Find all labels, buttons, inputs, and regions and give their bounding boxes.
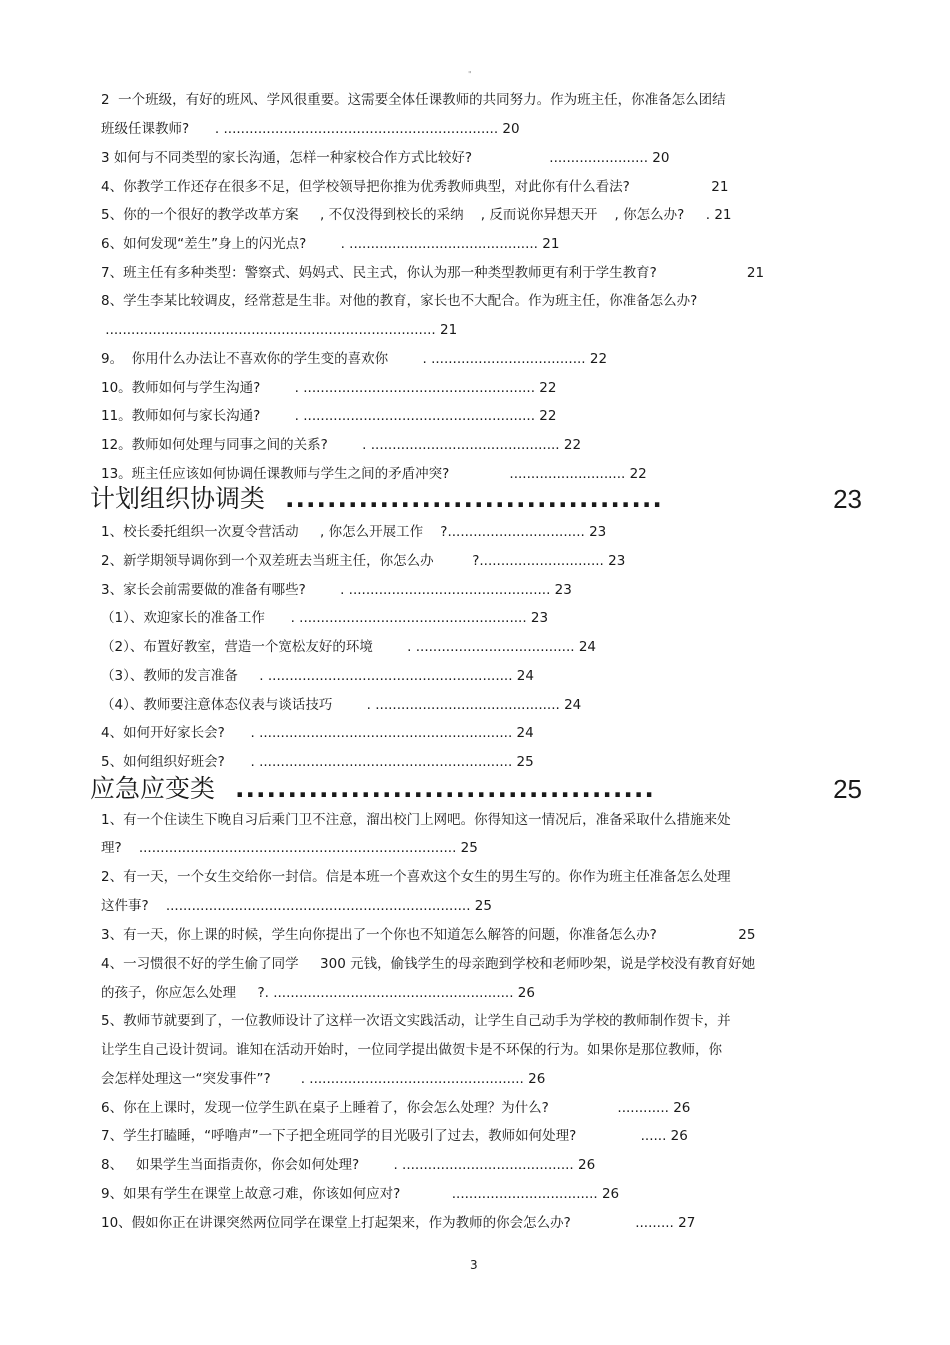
toc-entry: 让学生自己设计贺词。谁知在活动开始时，一位同学提出做贺卡是不环保的行为。如果你是那位教师，你 [101, 1042, 722, 1058]
toc-entry: 13。班主任应该如何协调任课教师与学生之间的矛盾冲突? ........................... 22 [101, 466, 647, 482]
toc-entry: 4、一习惯很不好的学生偷了同学 300 元钱，偷钱学生的母亲跑到学校和老师吵架，说是学校没有教育好她 [101, 956, 756, 972]
section-leader-dots: ........................................ [235, 774, 655, 803]
header-mark: " [468, 70, 472, 79]
toc-entry: 7、班主任有多种类型：警察式、妈妈式、民主式，你认为那一种类型教师更有利于学生教育? 21 [101, 265, 765, 281]
toc-entry: 6、如何发现“差生”身上的闪光点? . ............................................ 21 [101, 236, 560, 252]
toc-entry: 3、有一天，你上课的时候，学生向你提出了一个你也不知道怎么解答的问题，你准备怎么办? 25 [101, 927, 756, 943]
toc-entry: 6、你在上课时，发现一位学生趴在桌子上睡着了，你会怎么处理？为什么? ............ 26 [101, 1100, 691, 1116]
toc-entry: ............................................................................. 21 [101, 322, 458, 338]
toc-entry: 5、你的一个很好的教学改革方案 , 不仅没得到校长的采纳 , 反而说你异想天开 , 你怎么办? . 21 [101, 207, 732, 223]
toc-entry: 12。教师如何处理与同事之间的关系? . ............................................ 22 [101, 437, 582, 453]
section-title: 应急应变类 [90, 774, 216, 803]
toc-entry: （3）、教师的发言准备 . ......................................................... 24 [101, 668, 534, 684]
section-page-number: 23 [833, 484, 862, 514]
toc-entry: 5、教师节就要到了，一位教师设计了这样一次语文实践活动，让学生自己动手为学校的教师制作贺卡，并 [101, 1013, 731, 1029]
section-title: 计划组织协调类 [90, 484, 266, 513]
toc-entry: 2、有一天，一个女生交给你一封信。信是本班一个喜欢这个女生的男生写的。你作为班主任准备怎么处理 [101, 869, 731, 885]
toc-entry: 8、 如果学生当面指责你，你会如何处理? . ........................................ 26 [101, 1157, 596, 1173]
toc-entry: 9、如果有学生在课堂上故意刁难，你该如何应对? .................................. 26 [101, 1186, 620, 1202]
toc-entry: （2）、布置好教室，营造一个宽松友好的环境 . ..................................... 24 [101, 639, 596, 655]
toc-entry: （1）、欢迎家长的准备工作 . ..................................................... 23 [101, 610, 549, 626]
toc-entry: 7、学生打瞌睡，“呼噜声”一下子把全班同学的目光吸引了过去，教师如何处理? ...... 26 [101, 1128, 688, 1144]
toc-entry: 1、校长委托组织一次夏令营活动 , 你怎么开展工作 ?................................ 23 [101, 524, 607, 540]
section-heading [90, 772, 862, 806]
page-number: 3 [470, 1258, 478, 1272]
toc-entry: 10、假如你正在讲课突然两位同学在课堂上打起架来，作为教师的你会怎么办? ......... 27 [101, 1215, 696, 1231]
toc-entry: 3、家长会前需要做的准备有哪些? . ............................................... 23 [101, 582, 572, 598]
toc-entry: 8、学生李某比较调皮，经常惹是生非。对他的教育，家长也不大配合。作为班主任，你准备怎么办? [101, 293, 698, 309]
toc-entry: 11。教师如何与家长沟通? . ...................................................... 22 [101, 408, 557, 424]
toc-entry: 3 如何与不同类型的家长沟通，怎样一种家校合作方式比较好? ....................... 20 [101, 150, 670, 166]
toc-entry: 4、你教学工作还存在很多不足，但学校领导把你推为优秀教师典型，对此你有什么看法? 21 [101, 179, 729, 195]
toc-entry: 4、如何开好家长会? . ........................................................... 24 [101, 725, 534, 741]
toc-entry: 9。 你用什么办法让不喜欢你的学生变的喜欢你 . .................................... 22 [101, 351, 608, 367]
toc-entry: 的孩子，你应怎么处理 ?. ........................................................ 26 [101, 985, 535, 1001]
toc-entry: 会怎样处理这一“突发事件”? . .................................................. 26 [101, 1071, 546, 1087]
section-page-number: 25 [833, 774, 862, 804]
toc-entry: 这件事? ....................................................................... 25 [101, 898, 492, 914]
toc-entry: （4）、教师要注意体态仪表与谈话技巧 . ........................................... 24 [101, 697, 582, 713]
section-heading [90, 482, 862, 516]
toc-entry: 2 一个班级，有好的班风、学风很重要。这需要全体任课教师的共同努力。作为班主任，你准备怎么团结 [101, 92, 726, 108]
toc-entry: 班级任课教师? . ................................................................ 20 [101, 121, 520, 137]
toc-entry: 10。教师如何与学生沟通? . ...................................................... 22 [101, 380, 557, 396]
section-leader-dots: .................................... [285, 484, 663, 513]
toc-entry: 2、新学期领导调你到一个双差班去当班主任，你怎么办 ?............................. 23 [101, 553, 626, 569]
toc-entry: 5、如何组织好班会? . ........................................................... 25 [101, 754, 534, 770]
toc-entry: 1、有一个住读生下晚自习后乘门卫不注意，溜出校门上网吧。你得知这一情况后，准备采取什么措施来处 [101, 812, 731, 828]
toc-entry: 理? .......................................................................... 25 [101, 840, 478, 856]
